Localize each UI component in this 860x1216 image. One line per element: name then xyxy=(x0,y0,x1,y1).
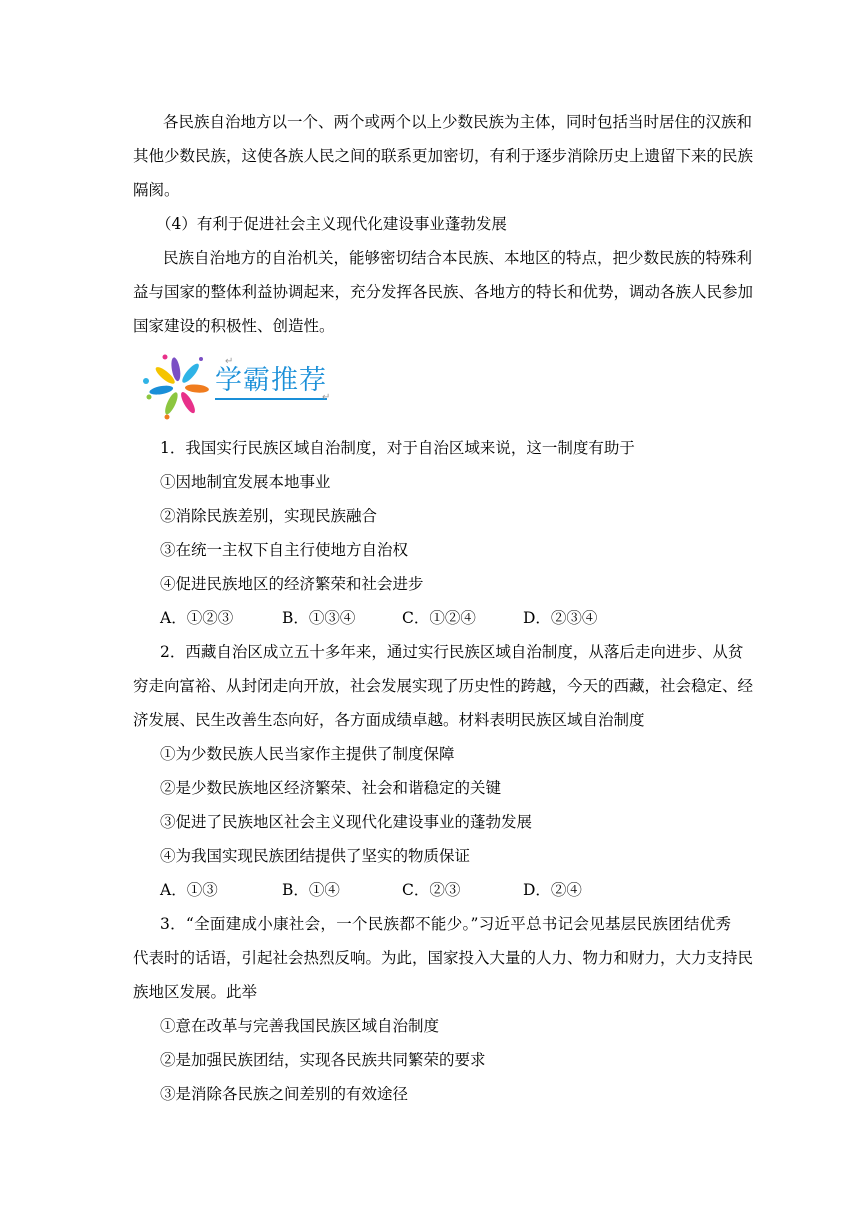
q2-option-b: B．①④ xyxy=(282,881,340,899)
q2-item-2: ②是少数民族地区经济繁荣、社会和谐稳定的关键 xyxy=(160,779,502,797)
q1-item-3: ③在统一主权下自主行使地方自治权 xyxy=(160,541,409,559)
q1-option-d: D．②③④ xyxy=(523,609,598,627)
return-mark-2: ↵ xyxy=(322,392,331,403)
q2-stem-line-2: 穷走向富裕、从封闭走向开放，社会发展实现了历史性的跨越，今天的西藏，社会稳定、经 xyxy=(133,677,754,695)
q3-stem-line-3: 族地区发展。此举 xyxy=(133,983,258,1001)
q2-stem-line-1: 2．西藏自治区成立五十多年来，通过实行民族区域自治制度，从落后走向进步、从贫 xyxy=(160,643,744,661)
q3-item-2: ②是加强民族团结，实现各民族共同繁荣的要求 xyxy=(160,1051,486,1069)
q1-item-4: ④促进民族地区的经济繁荣和社会进步 xyxy=(160,575,424,593)
q2-item-4: ④为我国实现民族团结提供了坚实的物质保证 xyxy=(160,847,471,865)
q1-option-b: B．①③④ xyxy=(282,609,356,627)
intro-p1-line-3: 隔阂。 xyxy=(133,181,180,199)
q3-item-1: ①意在改革与完善我国民族区域自治制度 xyxy=(160,1017,440,1035)
q1-option-c: C．①②④ xyxy=(402,609,476,627)
q2-item-1: ①为少数民族人民当家作主提供了制度保障 xyxy=(160,745,455,763)
q3-stem-line-1: 3．“全面建成小康社会，一个民族都不能少。”习近平总书记会见基层民族团结优秀 xyxy=(160,915,731,933)
intro-p1-line-1: 各民族自治地方以一个、两个或两个以上少数民族为主体，同时包括当时居住的汉族和 xyxy=(163,113,753,131)
q1-item-1: ①因地制宜发展本地事业 xyxy=(160,473,331,491)
q1-option-a: A．①②③ xyxy=(160,609,234,627)
q2-stem-line-3: 济发展、民生改善生态向好，各方面成绩卓越。材料表明民族区域自治制度 xyxy=(133,711,645,729)
q2-option-a: A．①③ xyxy=(160,881,218,899)
intro-p2-line-3: 国家建设的积极性、创造性。 xyxy=(133,317,335,335)
intro-heading-4: （4）有利于促进社会主义现代化建设事业蓬勃发展 xyxy=(156,215,507,233)
section-title: 学霸推荐 xyxy=(215,364,327,400)
q2-option-d: D．②④ xyxy=(523,881,582,899)
q3-stem-line-2: 代表时的话语，引起社会热烈反响。为此，国家投入大量的人力、物力和财力，大力支持民 xyxy=(133,949,754,967)
q3-item-3: ③是消除各民族之间差别的有效途径 xyxy=(160,1085,409,1103)
q1-item-2: ②消除民族差别，实现民族融合 xyxy=(160,507,378,525)
q2-item-3: ③促进了民族地区社会主义现代化建设事业的蓬勃发展 xyxy=(160,813,533,831)
intro-p2-line-1: 民族自治地方的自治机关，能够密切结合本民族、本地区的特点，把少数民族的特殊利 xyxy=(163,249,753,267)
return-mark-1: ↵ xyxy=(225,356,234,367)
intro-p1-line-2: 其他少数民族，这使各族人民之间的联系更加密切，有利于逐步消除历史上遗留下来的民族 xyxy=(133,147,754,165)
intro-p2-line-2: 益与国家的整体利益协调起来，充分发挥各民族、各地方的特长和优势，调动各族人民参加 xyxy=(133,283,754,301)
q1-stem: 1．我国实行民族区域自治制度，对于自治区域来说，这一制度有助于 xyxy=(160,439,635,457)
q2-option-c: C．②③ xyxy=(402,881,461,899)
